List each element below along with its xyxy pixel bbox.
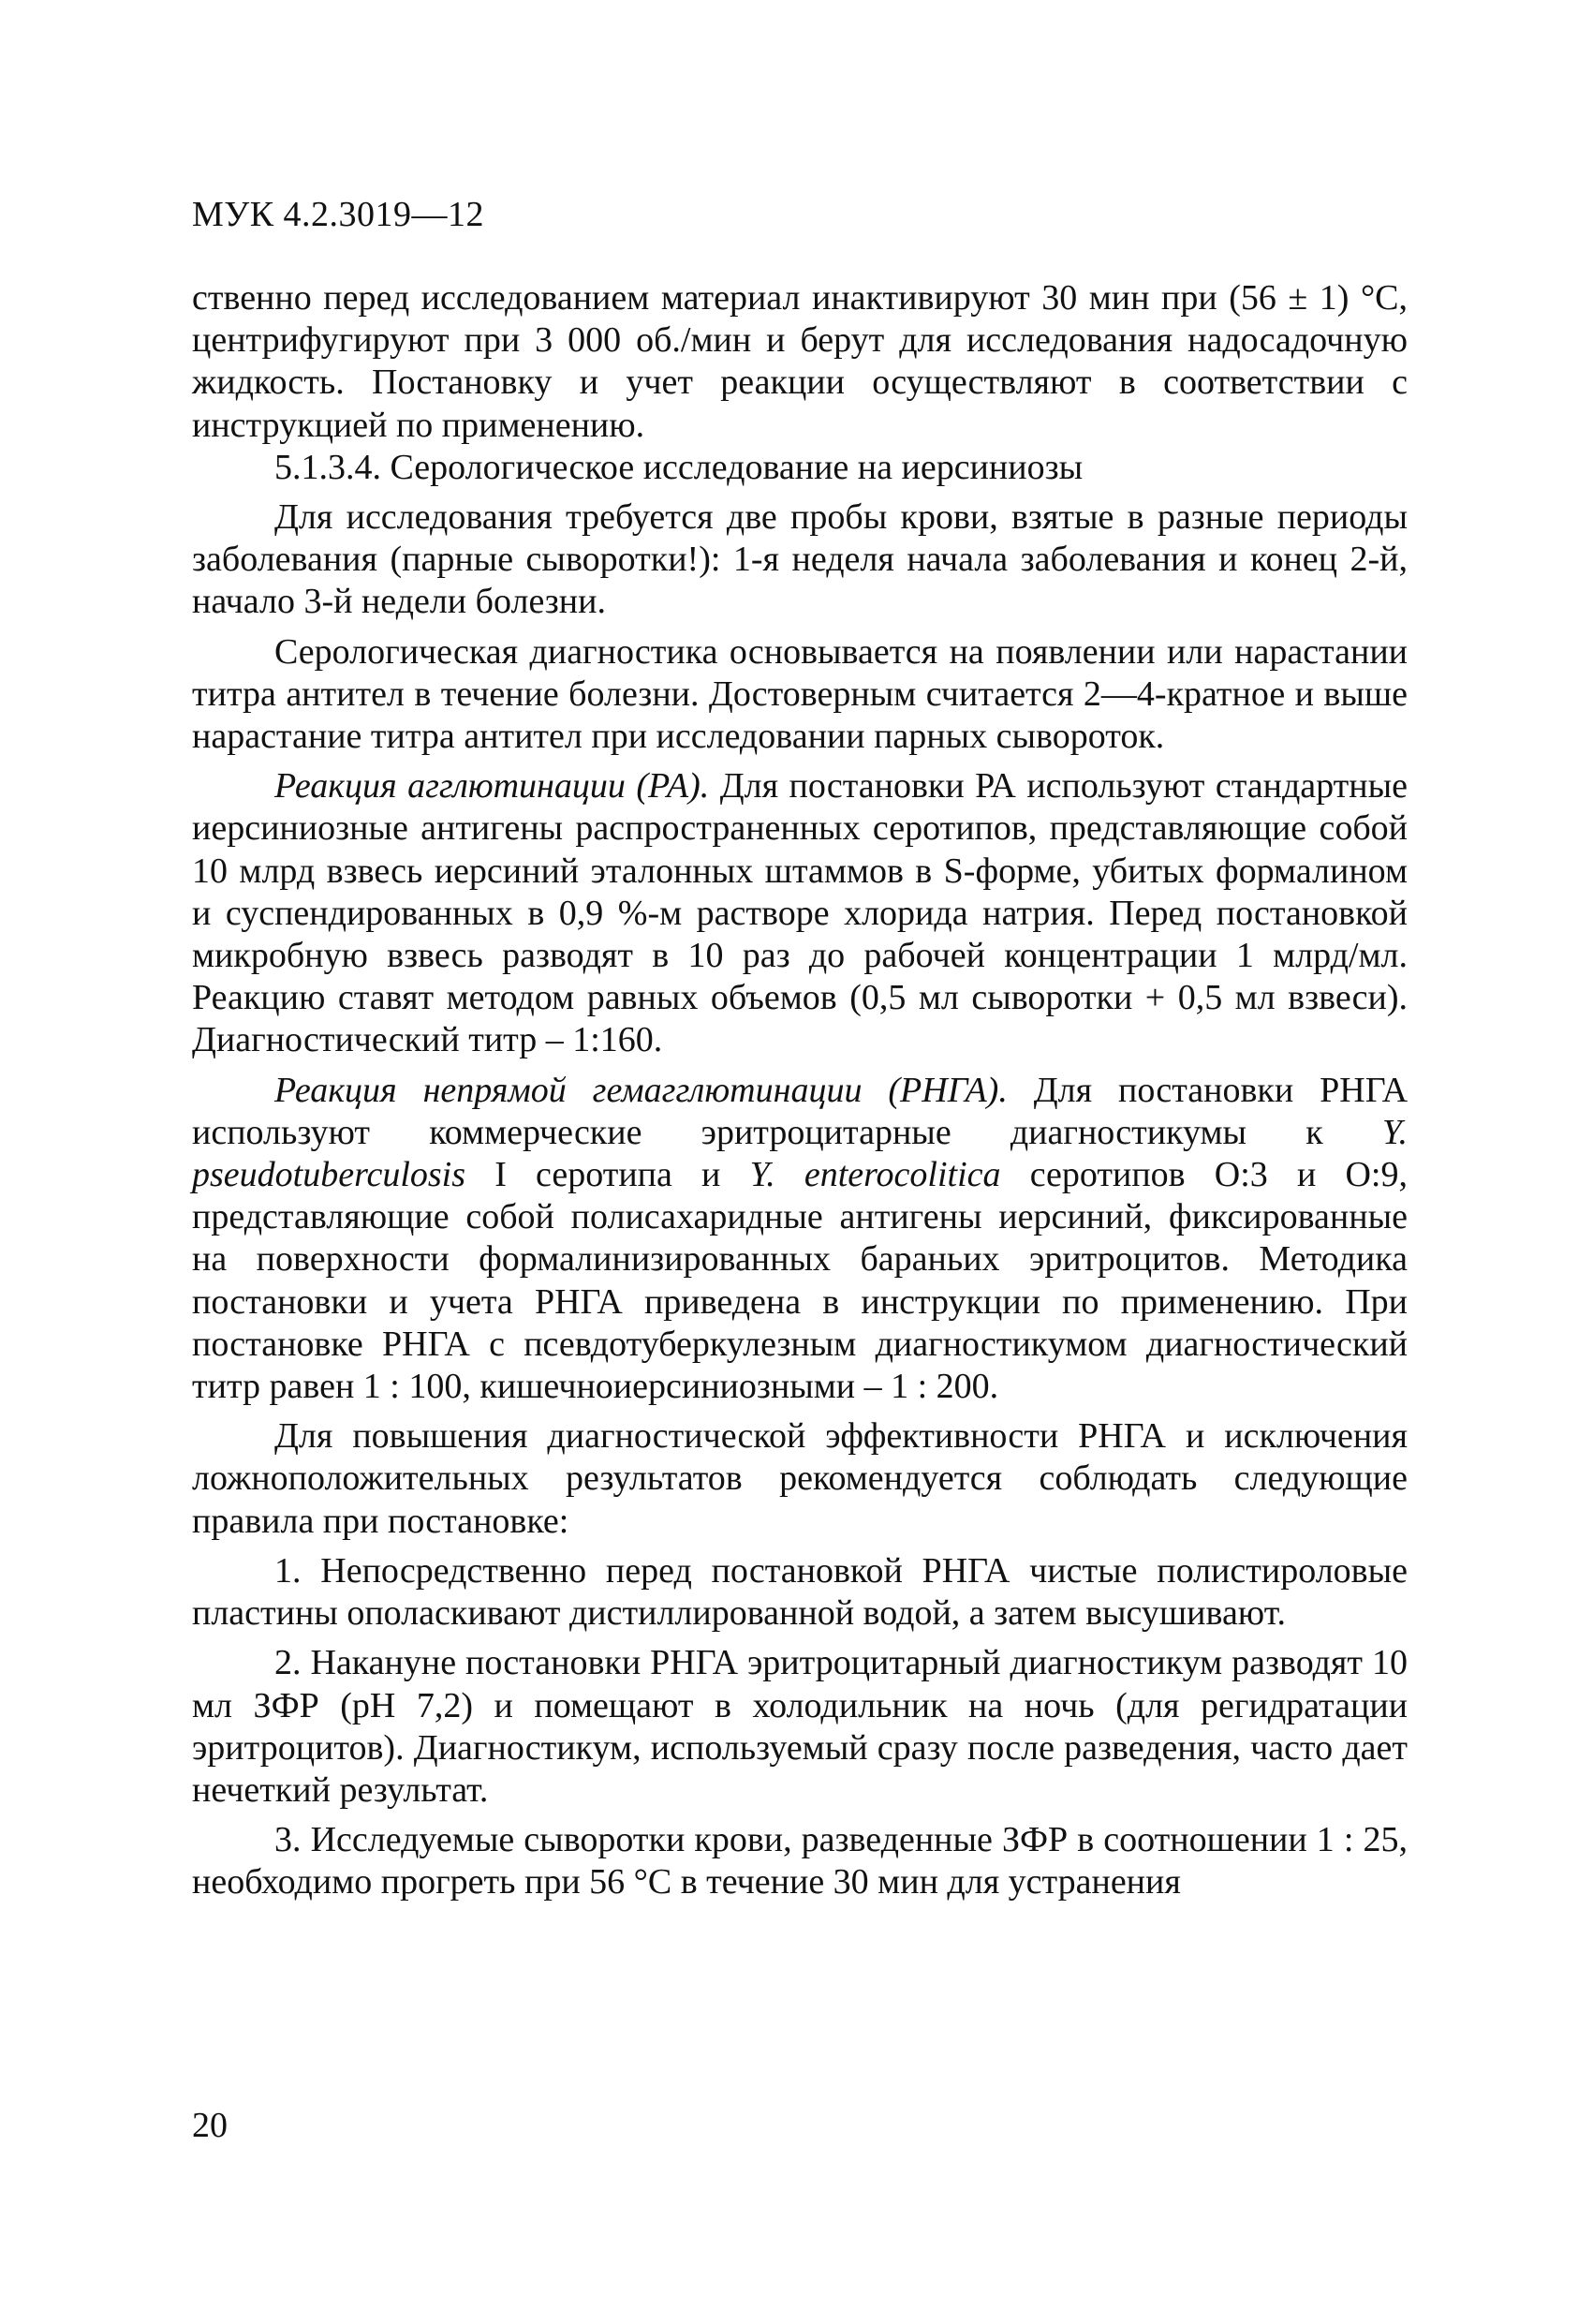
- text-run: Для постановки РА используют стандартные иерсиниозные антигены распространенных серотипов, представляющие собой 10 млрд взвесь иерсиний эталонных штаммов в S-форме, убитых формалином и суспендированных в 0,9 %-м растворе хлорида натрия. Перед постановкой микробную взвесь разводят в 10 раз до рабочей концентрации 1 млрд/мл. Реакцию ставят методом равных объемов (0,5 мл сыворотки + 0,5 мл взвеси). Диагностический титр – 1:160.: [192, 766, 1409, 1060]
- page-number: 20: [192, 2106, 228, 2145]
- text-run: серотипов О:3 и О:9, представляющие собой полисахаридные антигены иерсиний, фиксированные на поверхности формалинизированных бараньих эритроцитов. Методика постановки и учета РНГА приведена в инструкции по применению. При постановке РНГА с псевдотуберкулезным диагностикумом диагностический титр равен 1 : 100, кишечноиерсиниозными – 1 : 200.: [192, 1155, 1408, 1407]
- paragraph: [192, 496, 1408, 624]
- text-run: 5.1.3.4. Серологическое исследование на иерсиниозы: [274, 447, 1084, 487]
- paragraph: [192, 447, 1408, 489]
- paragraph: [192, 1819, 1408, 1903]
- paragraph: [192, 277, 1408, 447]
- text-run: 3. Исследуемые сыворотки крови, разведенные ЗФР в соотношении 1 : 25, необходимо прогреть при 56 °С в течение 30 мин для устранения: [192, 1820, 1408, 1902]
- text-run: 2. Накануне постановки РНГА эритроцитарный диагностикум разводят 10 мл ЗФР (рН 7,2) и помещают в холодильник на ночь (для регидратации эритроцитов). Диагностикум, используемый сразу после разведения, часто дает нечеткий результат.: [192, 1643, 1408, 1810]
- paragraph: [192, 1415, 1408, 1543]
- italic-text: Y. enterocolitica: [749, 1155, 1001, 1195]
- text-run: 1. Непосредственно перед постановкой РНГА чистые полистироловые пластины ополаскивают дистиллированной водой, а затем высушивают.: [192, 1550, 1408, 1634]
- text-run: Для постановки РНГА используют коммерческие эритроцитарные диагностикумы к: [192, 1070, 1409, 1152]
- italic-text: Реакция непрямой гемагглютинации (РНГА).: [274, 1070, 1008, 1110]
- text-run: ственно перед исследованием материал инактивируют 30 мин при (56 ± 1) °С, центрифугируют при 3 000 об./мин и берут для исследования надосадочную жидкость. Постановку и учет реакции осуществляют в соответствии с инструкцией по применению.: [192, 278, 1408, 445]
- paragraph: [192, 1070, 1408, 1409]
- paragraph: [192, 765, 1408, 1061]
- text-run: Серологическая диагностика основывается на появлении или нарастании титра антител в течение болезни. Достоверным считается 2—4-кратное и выше нарастание титра антител при исследовании парных сывороток.: [192, 631, 1408, 757]
- text-run: Для повышения диагностической эффективности РНГА и исключения ложноположительных результатов рекомендуется соблюдать следующие правила при постановке:: [192, 1416, 1408, 1541]
- text-run: I серотипа и: [465, 1155, 750, 1195]
- paragraph: [192, 631, 1408, 759]
- running-head: МУК 4.2.3019—12: [192, 195, 485, 234]
- italic-text: Реакция агглютинации (РА).: [274, 766, 710, 807]
- italic-text: Y. pseudotuberculosis: [192, 1112, 1408, 1195]
- body-text: [192, 277, 1408, 1904]
- text-run: Для исследования требуется две пробы крови, взятые в разные периоды заболевания (парные сыворотки!): 1-я неделя начала заболевания и конец 2-й, начало 3-й недели болезни.: [192, 497, 1408, 622]
- paragraph: [192, 1642, 1408, 1812]
- paragraph: [192, 1550, 1408, 1635]
